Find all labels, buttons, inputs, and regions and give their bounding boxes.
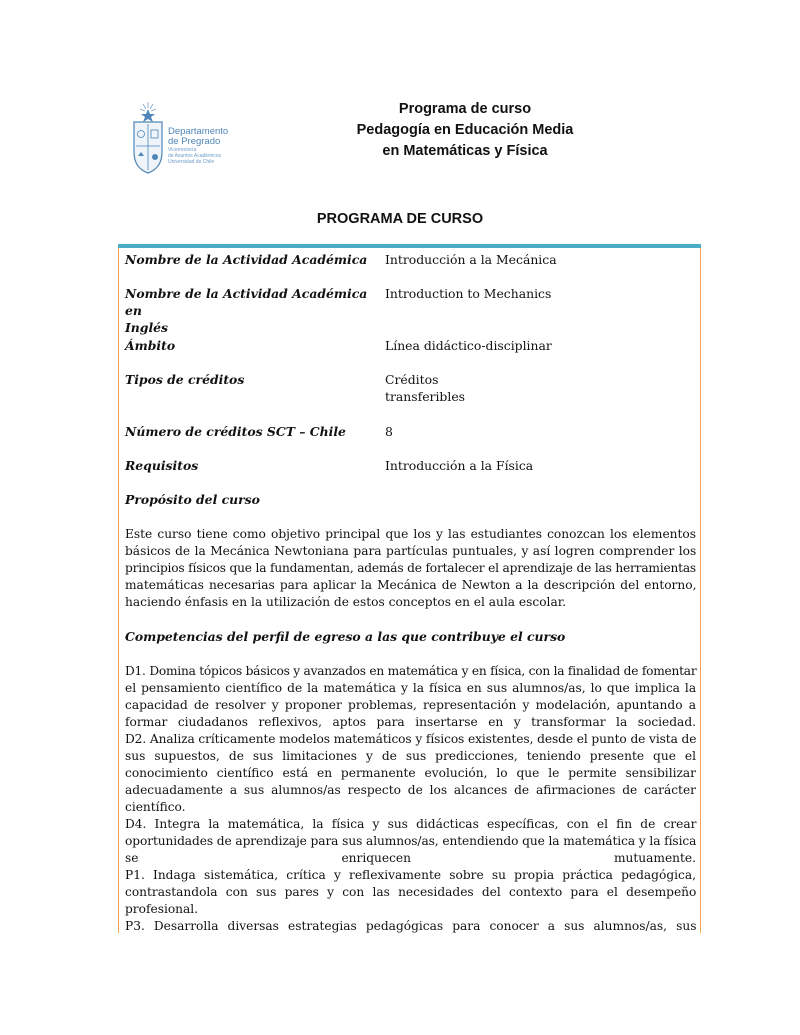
competencies-paragraph: D1. Domina tópicos básicos y avanzados en matemática y en física, con la finalidad de fomentar el pensamiento científico de la matemática y la física en sus alumnos/as, lo que implica la capacidad de resolver y proponer problemas, representación y modelación, apuntando a formar ciudadanos reflexivos, aptos para insertarse en y transformar la sociedad. D2. Analiza críticamente modelos matemáticos y físicos existentes, desde el punto de vista de sus supuestos, de sus limitaciones y de sus predicciones, teniendo presente que el conocimiento científico está en permanente evolución, lo que le permite sensibilizar adecuadamente a sus alumnos/as respecto de los alcances de afirmaciones de carácter científico. D4. Integra la matemática, la física y sus didácticas específicas, con el fin de crear oportunidades de aprendizaje para sus alumnos/as, entendiendo que la matemática y la física se enriquecen mutuamente. P1. Indaga sistemática, crítica y reflexivamente sobre su propia práctica pedagógica, contrastandola con sus pares y con las necesidades del contexto para el desempeño profesional. P3. Desarrolla diversas estrategias pedagógicas para conocer a sus alumnos/as, sus: [125, 664, 697, 933]
logo-sub-line: de Asuntos Académicos: [168, 153, 222, 159]
field-value: Introducción a la Mecánica: [385, 252, 557, 267]
field-value: Créditos transferibles: [385, 372, 466, 404]
field-value: Introduction to Mechanics: [385, 286, 552, 301]
logo-sub-line: Vicerrectoría: [168, 147, 197, 153]
section-heading-competencies: Competencias del perfil de egreso a las que contribuye el curso: [125, 629, 566, 644]
logo-sub-line: Universidad de Chile: [168, 159, 215, 165]
logo-department-line: de Pregrado: [168, 136, 221, 147]
field-label: Ámbito: [125, 338, 176, 353]
header-line: Programa de curso: [398, 101, 532, 117]
field-value: Introducción a la Física: [385, 458, 534, 473]
logo-department-line: Departamento: [168, 126, 229, 137]
field-value: 8: [385, 424, 393, 439]
section-heading-purpose: Propósito del curso: [125, 492, 260, 507]
field-label: Número de créditos SCT – Chile: [125, 424, 346, 439]
logo-text: [168, 127, 228, 165]
field-value: Línea didáctico-disciplinar: [385, 338, 552, 353]
program-header: [320, 99, 610, 162]
competencies-clip: [119, 245, 699, 933]
field-label: Nombre de la Actividad Académica: [125, 252, 368, 267]
field-label: Nombre de la Actividad Académica en Inglés: [125, 286, 368, 335]
university-seal-icon: [131, 100, 165, 175]
header-line: Pedagogía en Educación Media: [356, 122, 574, 138]
purpose-paragraph: Este curso tiene como objetivo principal que los y las estudiantes conozcan los elementos básicos de la Mecánica Newtoniana para partículas puntuales, y así logren comprender los principios físicos que la fundamentan, además de fortalecer el aprendizaje de las herramientas matemáticas necesarias para aplicar la Mecánica de Newton a la descripción del entorno, haciendo énfasis en la utilización de estos conceptos en el aula escolar.: [125, 527, 697, 609]
field-label: Tipos de créditos: [125, 372, 245, 387]
field-label: Requisitos: [125, 458, 199, 473]
document-title: PROGRAMA DE CURSO: [316, 211, 484, 227]
university-logo: [131, 100, 261, 175]
header-line: en Matemáticas y Física: [382, 143, 548, 159]
